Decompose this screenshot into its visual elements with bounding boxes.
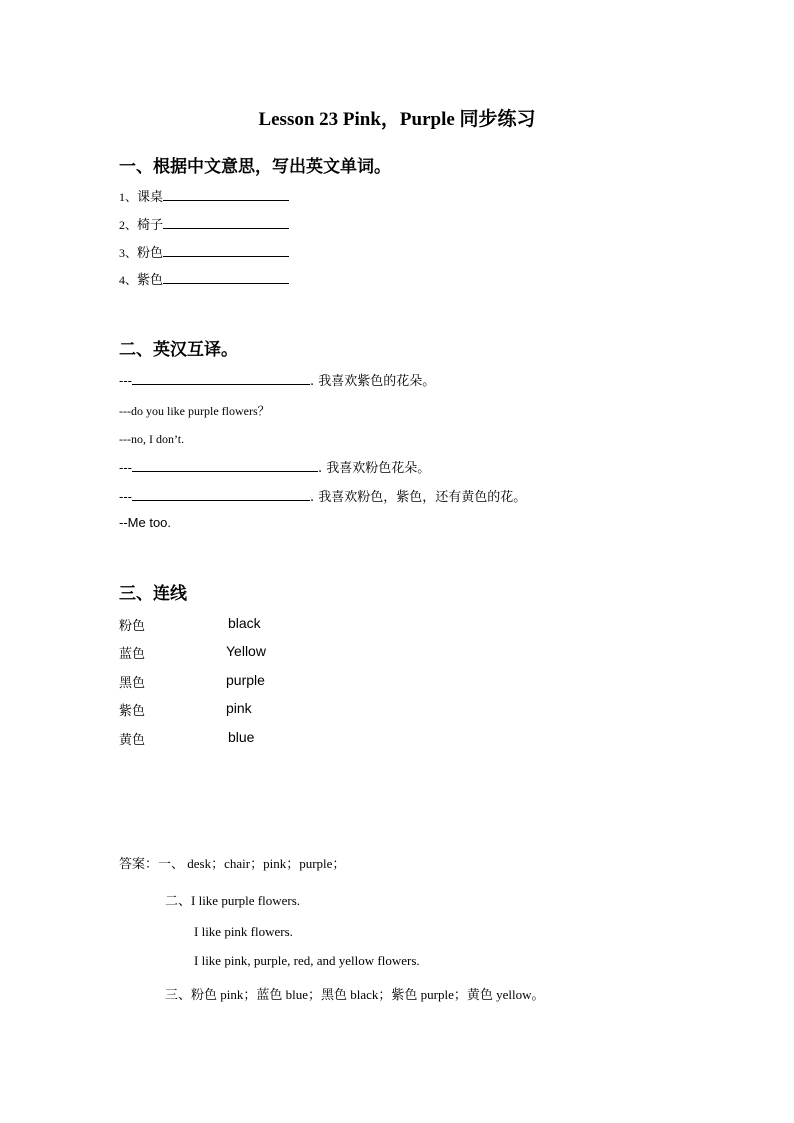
match-left-3: 黑色 — [119, 676, 146, 691]
match-left-5: 黄色 — [119, 733, 146, 748]
translation-line-4 — [119, 457, 430, 476]
section3-heading: 三、连线 — [119, 584, 187, 604]
page-title: Lesson 23 Pink，Purple 同步练习 — [258, 109, 536, 130]
answers-section1: 一、 desk；chair；pink；purple； — [158, 856, 346, 871]
match-right-5: blue — [228, 729, 255, 745]
translation-line-1 — [119, 370, 435, 389]
item-number: 3、 — [119, 246, 138, 260]
item-text: 椅子 — [137, 218, 164, 233]
item-number: 1、 — [119, 190, 138, 204]
chinese-sentence: . 我喜欢粉色花朵。 — [318, 461, 431, 476]
answer-blank — [132, 371, 310, 385]
dash-prefix: --- — [119, 373, 132, 388]
answers-line-3: I like pink flowers. — [194, 924, 293, 939]
answer-blank — [163, 243, 289, 257]
translation-line-3: ---no, I don’t. — [119, 432, 185, 446]
item-number: 4、 — [119, 273, 138, 287]
answer-blank — [132, 487, 310, 501]
dash-prefix: --- — [119, 460, 132, 475]
answer-blank — [163, 187, 289, 201]
vocab-item-1 — [119, 186, 289, 205]
translation-line-6: --Me too. — [119, 515, 172, 530]
match-right-1: black — [228, 615, 261, 631]
match-right-4: pink — [226, 700, 252, 716]
vocab-item-4 — [119, 269, 289, 288]
chinese-sentence: . 我喜欢紫色的花朵。 — [310, 374, 436, 389]
translation-line-2: ---do you like purple flowers？ — [119, 404, 270, 418]
chinese-sentence: . 我喜欢粉色，紫色，还有黄色的花。 — [310, 490, 527, 505]
match-left-4: 紫色 — [119, 704, 146, 719]
vocab-item-3 — [119, 242, 289, 261]
answer-blank — [132, 458, 318, 472]
dash-prefix: --- — [119, 489, 132, 504]
item-number: 2、 — [119, 218, 138, 232]
section2-heading: 二、英汉互译。 — [119, 340, 238, 360]
match-left-2: 蓝色 — [119, 647, 146, 662]
item-text: 紫色 — [137, 273, 164, 288]
answers-line-5: 三、粉色 pink；蓝色 blue；黑色 black；紫色 purple；黄色 yellow。 — [165, 987, 545, 1002]
section1-heading: 一、根据中文意思，写出英文单词。 — [119, 157, 391, 177]
answers-line-1 — [119, 853, 345, 872]
answers-line-2: 二、I like purple flowers. — [165, 893, 301, 908]
translation-line-5 — [119, 486, 526, 505]
answers-line-4: I like pink, purple, red, and yellow flowers. — [194, 953, 420, 968]
item-text: 课桌 — [137, 190, 164, 205]
item-text: 粉色 — [137, 246, 164, 261]
answers-label: 答案： — [119, 857, 159, 872]
answer-blank — [163, 215, 289, 229]
match-right-3: purple — [226, 672, 265, 688]
answer-blank — [163, 270, 289, 284]
match-left-1: 粉色 — [119, 619, 146, 634]
vocab-item-2 — [119, 214, 289, 233]
match-right-2: Yellow — [226, 643, 266, 659]
